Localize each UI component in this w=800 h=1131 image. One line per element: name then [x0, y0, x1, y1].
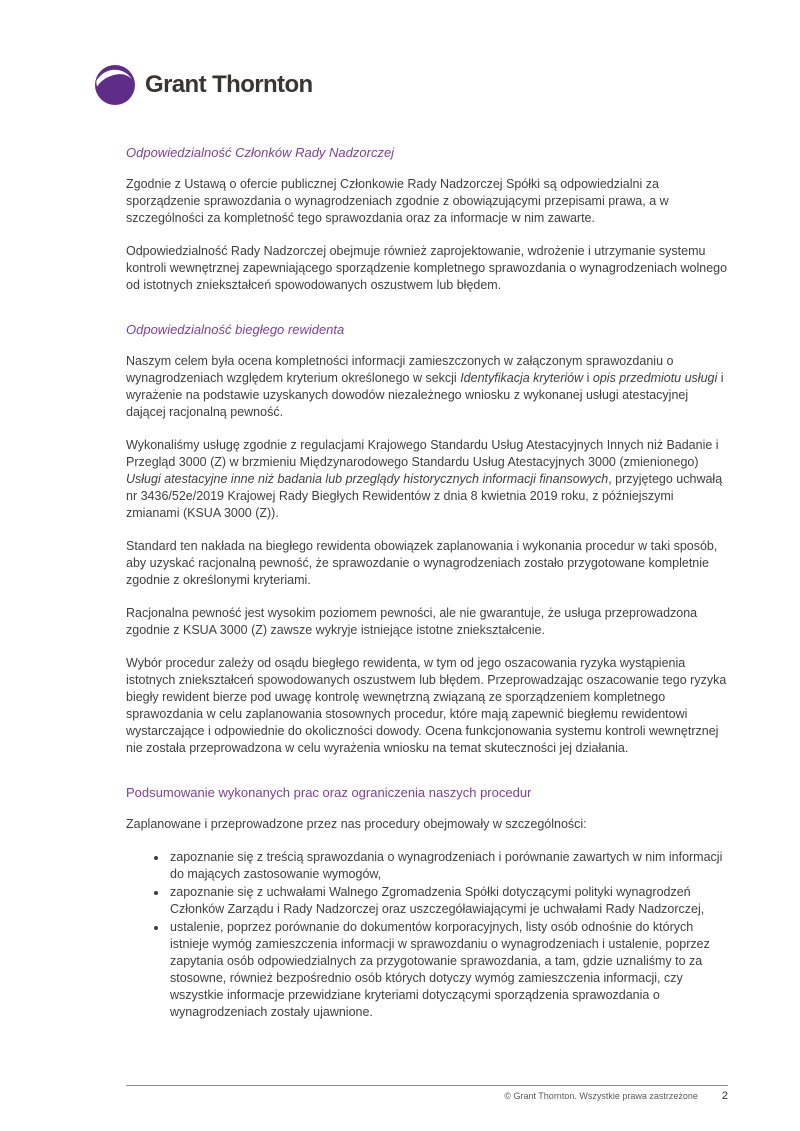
text-run: , przyjętego uchwałą nr 3436/52e/2019 Krajowej Rady Biegłych Rewidentów z dnia 8 kwietnia 2019 roku, z późniejszymi zmianami (KSUA 3000 (Z)). [126, 472, 723, 520]
paragraph [126, 655, 728, 757]
text-run: i [583, 371, 593, 385]
text-run: Zaplanowane i przeprowadzone przez nas procedury obejmowały w szczególności: [126, 817, 587, 831]
copyright-text: © Grant Thornton. Wszystkie prawa zastrzeżone [504, 1091, 698, 1101]
italic-text-run: Usługi atestacyjne inne niż badania lub przeglądy historycznych informacji finansowych [126, 472, 609, 486]
paragraph [126, 437, 728, 522]
document-body [126, 144, 728, 1037]
page-footer [126, 1085, 728, 1102]
paragraph [126, 353, 728, 421]
section-heading: Odpowiedzialność Członków Rady Nadzorczej [126, 145, 395, 160]
logo-wordmark: Grant Thornton [145, 71, 313, 98]
text-run: Racjonalna pewność jest wysokim poziomem pewności, ale nie gwarantuje, że usługa przeprowadzona zgodnie z KSUA 3000 (Z) zawsze wykryje istniejące istotne zniekształcenie. [126, 606, 698, 637]
paragraph [126, 538, 728, 589]
logo [94, 64, 313, 106]
list-item: • zapoznanie się z treścią sprawozdania o wynagrodzeniach i porównanie zawartych w nim informacji do mających zastosowanie wymogów, [168, 849, 728, 883]
bullet-list [126, 849, 728, 1021]
section-heading: Podsumowanie wykonanych prac oraz ograniczenia naszych procedur [126, 785, 532, 800]
text-run: Zgodnie z Ustawą o ofercie publicznej Członkowie Rady Nadzorczej Spółki są odpowiedzialni za sporządzenie sprawozdania o wynagrodzeniach zgodnie z obowiązującymi przepisami prawa, a w szczególności za kompletność tego sprawozdania oraz za informacje w nim zawarte. [126, 177, 669, 225]
list-item: • ustalenie, poprzez porównanie do dokumentów korporacyjnych, listy osób odnośnie do których istnieje wymóg zamieszczenia informacji w sprawozdaniu o wynagrodzeniach i ustalenie, poprzez zapytania osób odpowiedzialnych za przygotowanie sprawozdania, a tam, gdzie uznaliśmy to za stosowne, również bezpośrednio osób których dotyczy wymóg zamieszczenia informacji, czy wszystkie informacje przewidziane kryteriami dotyczącymi sporządzenia sprawozdania o wynagrodzeniach zostały ujawnione. [168, 919, 728, 1021]
paragraph [126, 176, 728, 227]
italic-text-run: opis przedmiotu usługi [592, 371, 718, 385]
section-heading: Odpowiedzialność biegłego rewidenta [126, 322, 345, 337]
paragraph [126, 605, 728, 639]
grant-thornton-logo-icon [94, 64, 136, 106]
text-run: Wybór procedur zależy od osądu biegłego rewidenta, w tym od jego oszacowania ryzyka wystąpienia istotnych zniekształceń spowodowanych oszustwem lub błędem. Przeprowadzając oszacowanie tego ryzyka biegły rewident bierze pod uwagę kontrolę wewnętrzną związaną ze sporządzeniem kompletnego sprawozdania w celu zaplanowania stosownych procedur, które mają zapewnić biegłemu rewidentowi wystarczające i odpowiednie do okoliczności dowody. Ocena funkcjonowania systemu kontroli wewnętrznej nie została przeprowadzona w celu wyrażenia wniosku na temat skuteczności jej działania. [126, 656, 727, 755]
paragraph [126, 243, 728, 294]
italic-text-run: Identyfikacja kryteriów [460, 371, 584, 385]
text-run: Naszym celem była ocena kompletności informacji zamieszczonych w załączonym sprawozdaniu o wynagrodzeniach względem kryterium określonego w sekcji [126, 354, 674, 385]
text-run: Wykonaliśmy usługę zgodnie z regulacjami Krajowego Standardu Usług Atestacyjnych Innych niż Badanie i Przegląd 3000 (Z) w brzmieniu Międzynarodowego Standardu Usług Atestacyjnych 3000 (zmienionego) [126, 438, 719, 469]
paragraph [126, 816, 728, 833]
text-run: Odpowiedzialność Rady Nadzorczej obejmuje również zaprojektowanie, wdrożenie i utrzymanie systemu kontroli wewnętrznej zapewniającego sporządzenie kompletnego sprawozdania o wynagrodzeniach wolnego od istotnych zniekształceń spowodowanych oszustwem lub błędem. [126, 244, 728, 292]
list-item: • zapoznanie się z uchwałami Walnego Zgromadzenia Spółki dotyczącymi polityki wynagrodzeń Członków Zarządu i Rady Nadzorczej oraz uszczegóławiającymi je uchwałami Rady Nadzorczej, [168, 884, 728, 918]
page-number: 2 [721, 1090, 728, 1102]
text-run: i wyrażenie na podstawie uzyskanych dowodów niezależnego wniosku z wykonanej usługi atestacyjnej dającej racjonalną pewność. [126, 371, 724, 419]
text-run: Standard ten nakłada na biegłego rewidenta obowiązek zaplanowania i wykonania procedur w taki sposób, aby uzyskać racjonalną pewność, że sprawozdanie o wynagrodzeniach zostało przygotowane kompletnie zgodnie z określonymi kryteriami. [126, 539, 718, 587]
